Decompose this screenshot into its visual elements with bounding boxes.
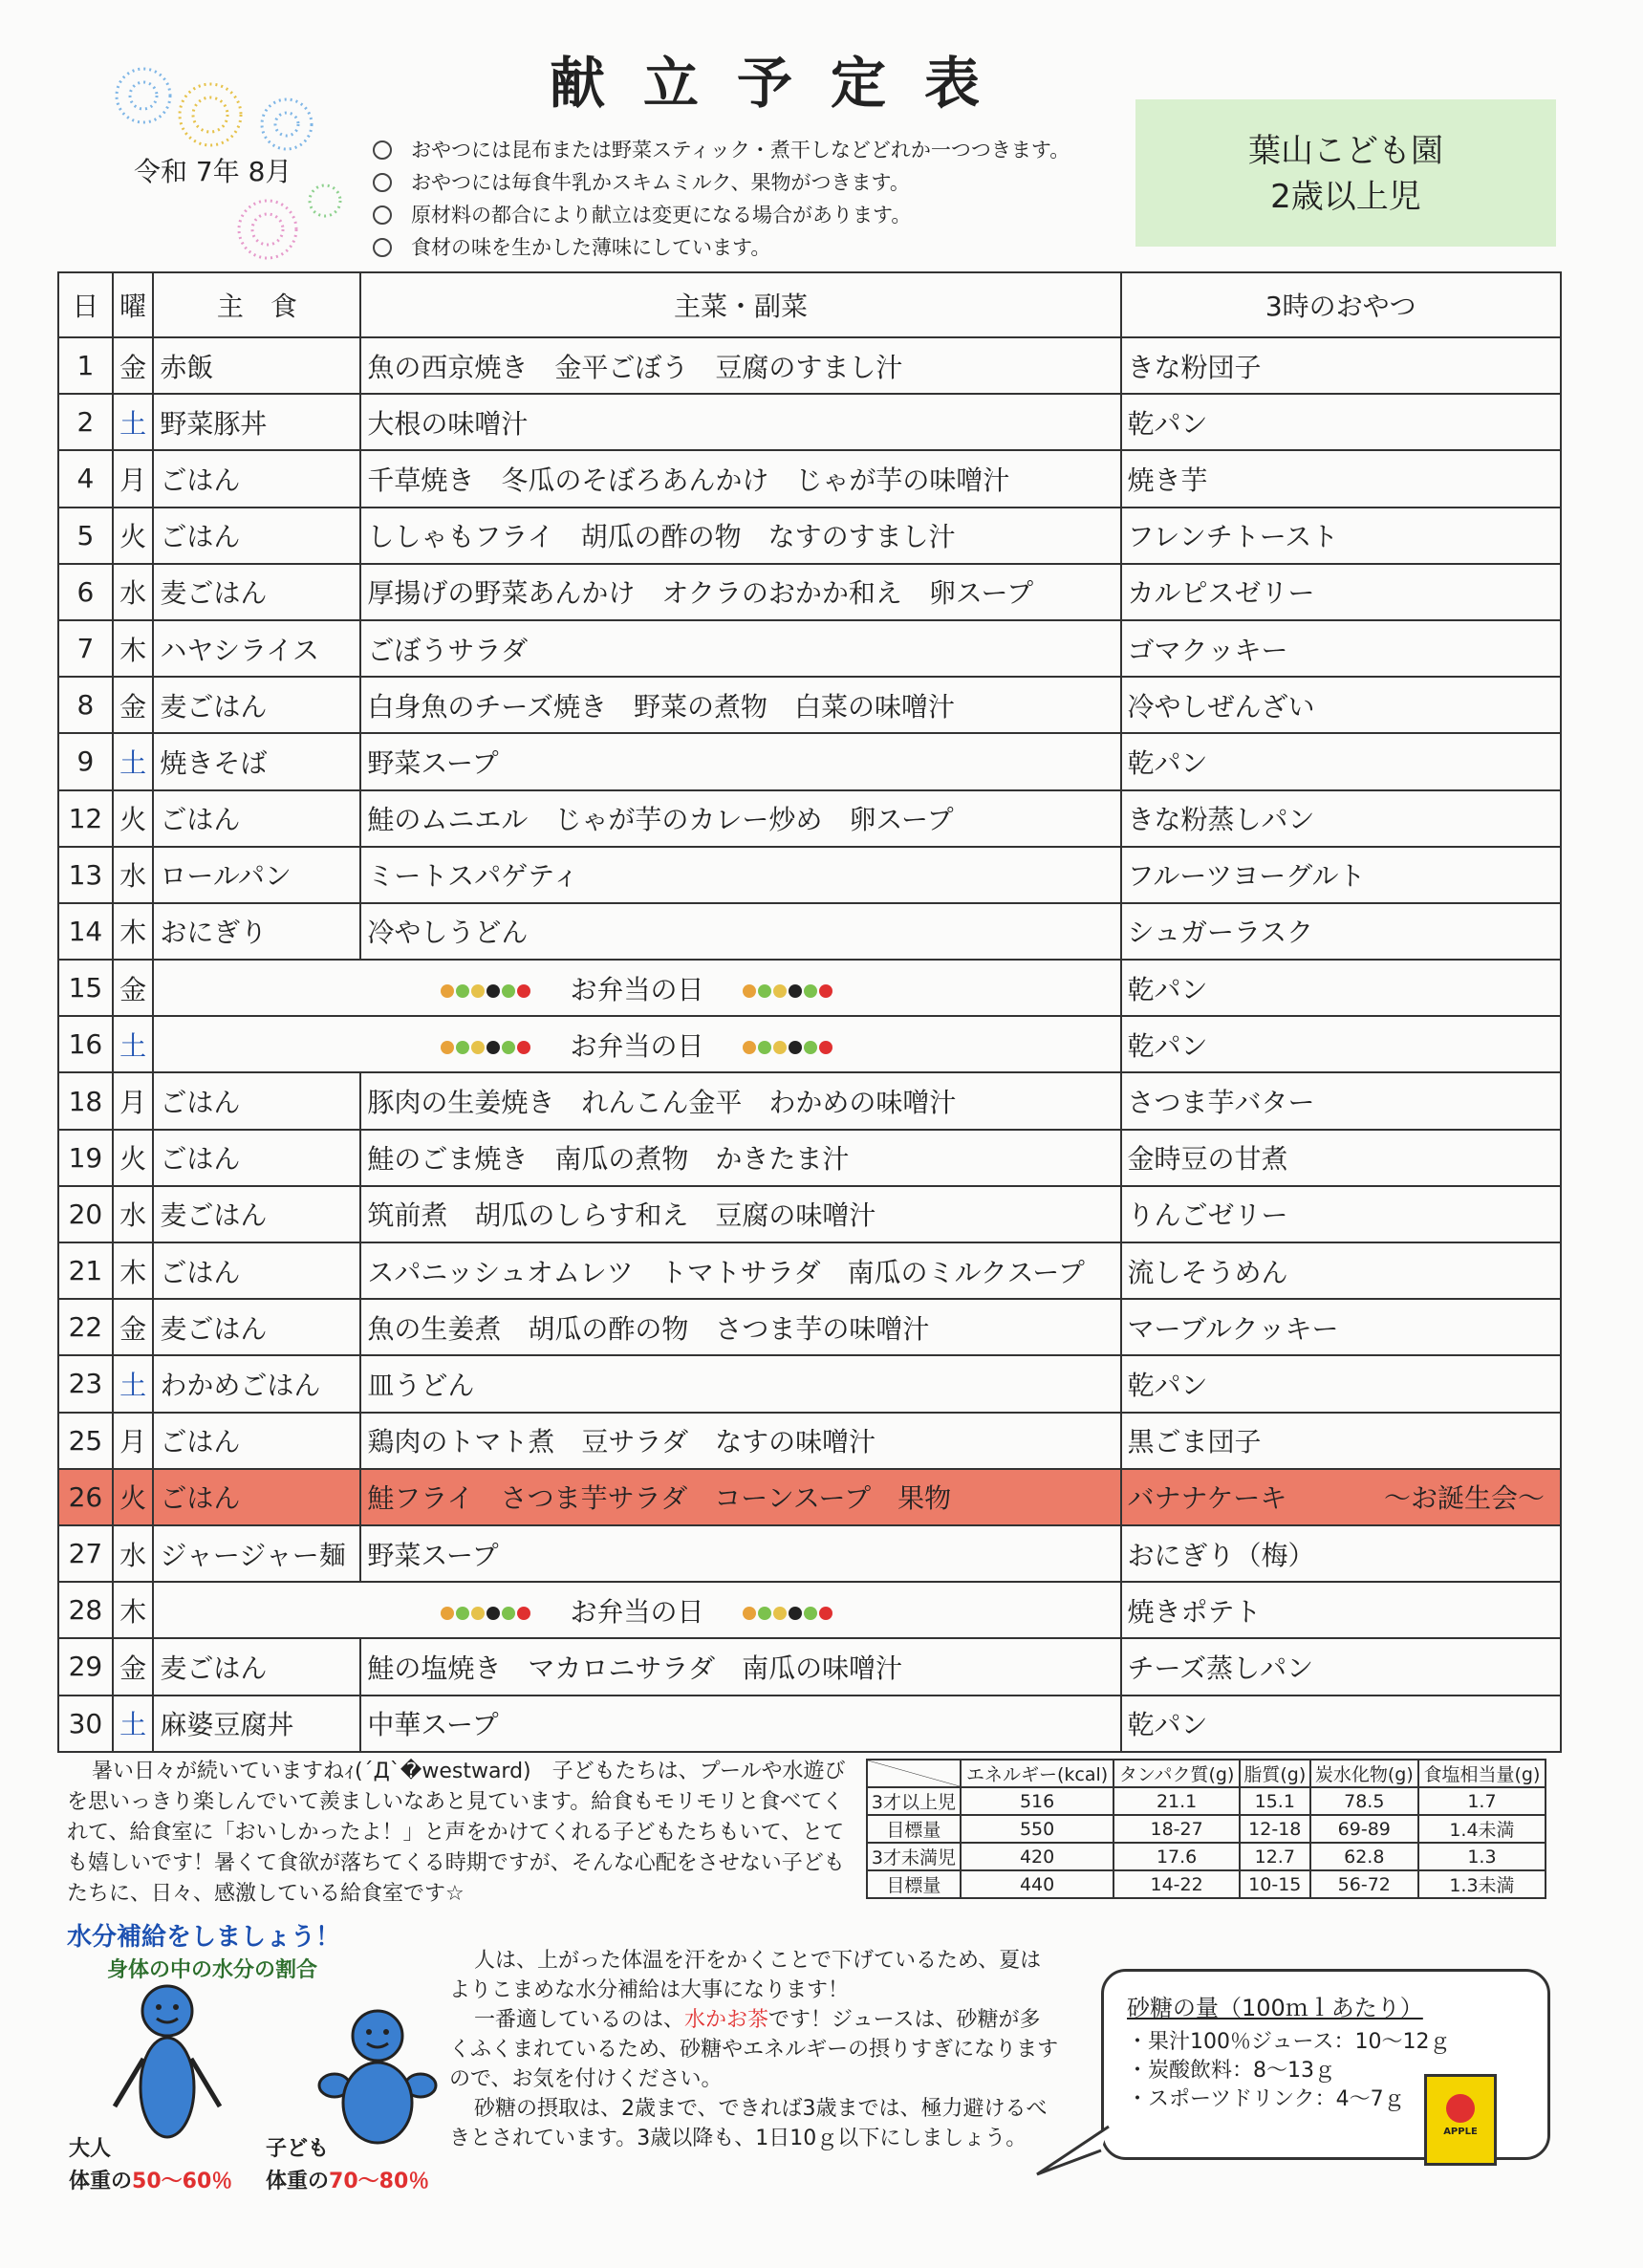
menu-row	[58, 677, 1561, 733]
menu-row	[58, 1696, 1561, 1752]
nutrition-value: 1.4未満	[1418, 1815, 1546, 1843]
bento-day-cell	[153, 1016, 1120, 1072]
nutrition-value: 516	[961, 1787, 1113, 1815]
nutrition-header: 脂質(g)	[1240, 1760, 1310, 1787]
notes-list	[373, 134, 1070, 264]
weekday-cell: 木	[113, 1582, 154, 1638]
sugar-item: ・炭酸飲料：8～13ｇ	[1127, 2059, 1335, 2083]
nutrition-header: 炭水化物(g)	[1310, 1760, 1418, 1787]
nutrition-value: 18-27	[1113, 1815, 1240, 1843]
hydration-paragraph: 人は、上がった体温を汗をかくことで下げているため、夏はよりこまめな水分補給は大事になります！ 一番適しているのは、水かお茶です！ジュースは、砂糖が多くふくまれているため、砂糖やエネルギーの摂りすぎになりますので、お気を付けください。 砂糖の摂取は、2歳まで、できれば3歳までは、極力避けるべきとされています。3歳以降も、1日10ｇ以下にしましょう。	[449, 1949, 1059, 2150]
staple-cell: ごはん	[153, 1469, 360, 1525]
day-cell: 22	[58, 1299, 113, 1355]
weekday-cell: 火	[113, 1469, 154, 1525]
weekday-cell: 月	[113, 1072, 154, 1129]
weekday-cell: 金	[113, 1638, 154, 1695]
weekday-cell: 木	[113, 620, 154, 677]
intro-text: 暑い日々が続いていますねｨ(´Д`�westward) 子どもたちは、プールや水遊びを思いっきり楽しんでいて羨ましいなあと見ています。給食もモリモリと食べてくれて、給食室に「おいしかったよ！」と声をかけてくれる子どもたちもいて、とても嬉しいです！暑くて食欲が落ちてくる時期ですが、そんな心配をさせない子どもたちに、日々、感激している給食室です☆	[67, 1760, 846, 1906]
nutrition-value: 78.5	[1310, 1787, 1418, 1815]
bento-day-cell	[153, 960, 1120, 1016]
nutrition-row	[867, 1787, 1546, 1815]
nutrition-row-label: 3才未満児	[867, 1843, 961, 1870]
header-day: 日	[58, 272, 113, 337]
bento-food-icon	[742, 1596, 833, 1628]
nutrition-value: 550	[961, 1815, 1113, 1843]
menu-body	[58, 337, 1561, 1752]
nutrition-value: 56-72	[1310, 1870, 1418, 1898]
staple-cell: 麦ごはん	[153, 564, 360, 620]
weekday-cell: 土	[113, 1696, 154, 1752]
day-cell: 9	[58, 733, 113, 789]
snack-cell: 乾パン	[1121, 1696, 1561, 1752]
sugar-item: ・果汁100％ジュース：10～12ｇ	[1127, 2030, 1451, 2054]
staple-cell: 麦ごはん	[153, 677, 360, 733]
day-cell: 7	[58, 620, 113, 677]
snack-cell: 黒ごま団子	[1121, 1413, 1561, 1469]
staple-cell: ごはん	[153, 790, 360, 847]
side-dish-cell: ミートスパゲティ	[360, 847, 1120, 903]
weekday-cell: 水	[113, 564, 154, 620]
nutrition-value: 10-15	[1240, 1870, 1310, 1898]
weekday-cell: 金	[113, 337, 154, 394]
menu-row	[58, 337, 1561, 394]
snack-cell: 乾パン	[1121, 1016, 1561, 1072]
snack-cell: シュガーラスク	[1121, 903, 1561, 960]
day-cell: 6	[58, 564, 113, 620]
bento-food-icon	[440, 974, 531, 1005]
bento-food-icon	[742, 1030, 833, 1062]
menu-row	[58, 1469, 1561, 1525]
menu-row	[58, 450, 1561, 507]
menu-row	[58, 1072, 1561, 1129]
sugar-title: 砂糖の量（100ｍｌあたり）	[1127, 1995, 1423, 2021]
nutrition-value: 1.3	[1418, 1843, 1546, 1870]
nutrition-row-label: 3才以上児	[867, 1787, 961, 1815]
header-weekday: 曜	[113, 272, 154, 337]
day-cell: 15	[58, 960, 113, 1016]
nutrition-value: 15.1	[1240, 1787, 1310, 1815]
menu-row	[58, 620, 1561, 677]
speech-tail-icon	[1032, 2122, 1118, 2179]
day-cell: 20	[58, 1186, 113, 1242]
nutrition-header: タンパク質(g)	[1113, 1760, 1240, 1787]
side-dish-cell: 白身魚のチーズ焼き 野菜の煮物 白菜の味噌汁	[360, 677, 1120, 733]
birthday-party-label: ～お誕生会～	[1383, 1482, 1545, 1515]
weekday-cell: 月	[113, 450, 154, 507]
nutrition-body	[867, 1787, 1546, 1898]
snack-cell: おにぎり（梅）	[1121, 1525, 1561, 1582]
day-cell: 27	[58, 1525, 113, 1582]
apple-juice-box-icon: APPLE	[1424, 2074, 1497, 2166]
snack-cell: 冷やしぜんざい	[1121, 677, 1561, 733]
school-name: 葉山こども園	[1248, 132, 1443, 170]
snack-cell: カルピスゼリー	[1121, 564, 1561, 620]
staple-cell: ごはん	[153, 1072, 360, 1129]
menu-row	[58, 564, 1561, 620]
day-cell: 30	[58, 1696, 113, 1752]
menu-month: 令和 7年 8月	[134, 156, 292, 187]
nutrition-value: 21.1	[1113, 1787, 1240, 1815]
nutrition-header: 食塩相当量(g)	[1418, 1760, 1546, 1787]
apple-icon	[1446, 2094, 1475, 2123]
menu-row	[58, 1242, 1561, 1299]
day-cell: 1	[58, 337, 113, 394]
day-cell: 16	[58, 1016, 113, 1072]
side-dish-cell: 鶏肉のトマト煮 豆サラダ なすの味噌汁	[360, 1413, 1120, 1469]
bento-label: お弁当の日	[570, 973, 704, 1005]
nutrition-row-label: 目標量	[867, 1815, 961, 1843]
nutrition-header-row	[867, 1760, 1546, 1787]
day-cell: 8	[58, 677, 113, 733]
nutrition-value: 69-89	[1310, 1815, 1418, 1843]
snack-cell: 焼き芋	[1121, 450, 1561, 507]
snack-cell: 焼きポテト	[1121, 1582, 1561, 1638]
menu-row	[58, 733, 1561, 789]
header-snack: 3時のおやつ	[1121, 272, 1561, 337]
day-cell: 21	[58, 1242, 113, 1299]
menu-header-row	[58, 272, 1561, 337]
snack-cell: 乾パン	[1121, 960, 1561, 1016]
snack-cell: チーズ蒸しパン	[1121, 1638, 1561, 1695]
nutrition-corner	[867, 1760, 961, 1787]
bullet-icon	[373, 173, 392, 192]
staple-cell: 麻婆豆腐丼	[153, 1696, 360, 1752]
side-dish-cell: ししゃもフライ 胡瓜の酢の物 なすのすまし汁	[360, 508, 1120, 564]
staple-cell: 野菜豚丼	[153, 394, 360, 450]
note-item: 食材の味を生かした薄味にしています。	[373, 231, 1070, 264]
staple-cell: おにぎり	[153, 903, 360, 960]
day-cell: 29	[58, 1638, 113, 1695]
menu-row	[58, 1525, 1561, 1582]
bento-label: お弁当の日	[570, 1595, 704, 1628]
snack-cell: さつま芋バター	[1121, 1072, 1561, 1129]
weekday-cell: 土	[113, 1016, 154, 1072]
menu-row	[58, 394, 1561, 450]
day-cell: 4	[58, 450, 113, 507]
side-dish-cell: 厚揚げの野菜あんかけ オクラのおかか和え 卵スープ	[360, 564, 1120, 620]
weekday-cell: 火	[113, 1130, 154, 1186]
side-dish-cell: 豚肉の生姜焼き れんこん金平 わかめの味噌汁	[360, 1072, 1120, 1129]
bento-food-icon	[440, 1596, 531, 1628]
water-or-tea-highlight: 水かお茶	[684, 2008, 769, 2032]
weekday-cell: 金	[113, 677, 154, 733]
nutrition-value: 440	[961, 1870, 1113, 1898]
side-dish-cell: 冷やしうどん	[360, 903, 1120, 960]
menu-row	[58, 1638, 1561, 1695]
menu-row	[58, 1582, 1561, 1638]
side-dish-cell: 野菜スープ	[360, 1525, 1120, 1582]
side-dish-cell: 大根の味噌汁	[360, 394, 1120, 450]
bento-food-icon	[742, 974, 833, 1005]
side-dish-cell: 皿うどん	[360, 1355, 1120, 1412]
menu-row	[58, 790, 1561, 847]
bento-food-icon	[440, 1030, 531, 1062]
bento-label: お弁当の日	[570, 1029, 704, 1062]
nutrition-value: 62.8	[1310, 1843, 1418, 1870]
menu-row	[58, 847, 1561, 903]
weekday-cell: 金	[113, 960, 154, 1016]
staple-cell: ごはん	[153, 1130, 360, 1186]
snack-cell: 乾パン	[1121, 733, 1561, 789]
bento-day-cell	[153, 1582, 1120, 1638]
nutrition-value: 17.6	[1113, 1843, 1240, 1870]
menu-row	[58, 903, 1561, 960]
staple-cell: 焼きそば	[153, 733, 360, 789]
menu-row	[58, 960, 1561, 1016]
side-dish-cell: 千草焼き 冬瓜のそぼろあんかけ じゃが芋の味噌汁	[360, 450, 1120, 507]
weekday-cell: 火	[113, 508, 154, 564]
staple-cell: ごはん	[153, 450, 360, 507]
water-heading: 水分補給をしましょう！	[67, 1923, 341, 1952]
weekday-cell: 土	[113, 1355, 154, 1412]
side-dish-cell: 筑前煮 胡瓜のしらす和え 豆腐の味噌汁	[360, 1186, 1120, 1242]
nutrition-value: 14-22	[1113, 1870, 1240, 1898]
nutrition-value: 420	[961, 1843, 1113, 1870]
day-cell: 18	[58, 1072, 113, 1129]
sugar-item: ・スポーツドリンク：4～7ｇ	[1127, 2087, 1405, 2111]
nutrition-row-label: 目標量	[867, 1870, 961, 1898]
menu-row	[58, 1299, 1561, 1355]
day-cell: 12	[58, 790, 113, 847]
side-dish-cell: 鮭フライ さつま芋サラダ コーンスープ 果物	[360, 1469, 1120, 1525]
nutrition-table	[866, 1759, 1546, 1899]
snack-cell: マーブルクッキー	[1121, 1299, 1561, 1355]
snack-cell: バナナケーキ ～お誕生会～	[1121, 1469, 1561, 1525]
adult-label: 大人 体重の50～60％	[69, 2137, 233, 2193]
day-cell: 19	[58, 1130, 113, 1186]
staple-cell: ロールパン	[153, 847, 360, 903]
day-cell: 28	[58, 1582, 113, 1638]
nutrition-value: 1.3未満	[1418, 1870, 1546, 1898]
child-figure-icon	[315, 2007, 440, 2150]
note-item: おやつには毎食牛乳かスキムミルク、果物がつきます。	[373, 166, 1070, 199]
menu-row	[58, 1186, 1561, 1242]
child-label: 子ども 体重の70～80％	[266, 2137, 430, 2193]
snack-cell: きな粉団子	[1121, 337, 1561, 394]
weekday-cell: 火	[113, 790, 154, 847]
weekday-cell: 月	[113, 1413, 154, 1469]
side-dish-cell: ごぼうサラダ	[360, 620, 1120, 677]
side-dish-cell: スパニッシュオムレツ トマトサラダ 南瓜のミルクスープ	[360, 1242, 1120, 1299]
age-group: 2歳以上児	[1270, 178, 1421, 216]
note-item: 原材料の都合により献立は変更になる場合があります。	[373, 199, 1070, 231]
nutrition-header: エネルギー(kcal)	[961, 1760, 1113, 1787]
staple-cell: ジャージャー麺	[153, 1525, 360, 1582]
staple-cell: ごはん	[153, 1413, 360, 1469]
staple-cell: 麦ごはん	[153, 1186, 360, 1242]
day-cell: 2	[58, 394, 113, 450]
menu-row	[58, 1016, 1561, 1072]
menu-row	[58, 1130, 1561, 1186]
weekday-cell: 土	[113, 733, 154, 789]
nutrition-value: 12-18	[1240, 1815, 1310, 1843]
nutrition-value: 1.7	[1418, 1787, 1546, 1815]
weekday-cell: 土	[113, 394, 154, 450]
bullet-icon	[373, 205, 392, 225]
day-cell: 26	[58, 1469, 113, 1525]
snack-cell: 乾パン	[1121, 1355, 1561, 1412]
nutrition-value: 12.7	[1240, 1843, 1310, 1870]
snack-cell: きな粉蒸しパン	[1121, 790, 1561, 847]
staple-cell: 麦ごはん	[153, 1299, 360, 1355]
snack-cell: フレンチトースト	[1121, 508, 1561, 564]
weekday-cell: 金	[113, 1299, 154, 1355]
weekday-cell: 木	[113, 903, 154, 960]
side-dish-cell: 鮭のムニエル じゃが芋のカレー炒め 卵スープ	[360, 790, 1120, 847]
nutrition-row	[867, 1815, 1546, 1843]
snack-cell: フルーツヨーグルト	[1121, 847, 1561, 903]
side-dish-cell: 魚の生姜煮 胡瓜の酢の物 さつま芋の味噌汁	[360, 1299, 1120, 1355]
side-dish-cell: 鮭のごま焼き 南瓜の煮物 かきたま汁	[360, 1130, 1120, 1186]
day-cell: 5	[58, 508, 113, 564]
header-side: 主菜・副菜	[360, 272, 1120, 337]
snack-cell: 金時豆の甘煮	[1121, 1130, 1561, 1186]
staple-cell: ごはん	[153, 508, 360, 564]
side-dish-cell: 野菜スープ	[360, 733, 1120, 789]
menu-row	[58, 508, 1561, 564]
side-dish-cell: 鮭の塩焼き マカロニサラダ 南瓜の味噌汁	[360, 1638, 1120, 1695]
side-dish-cell: 魚の西京焼き 金平ごぼう 豆腐のすまし汁	[360, 337, 1120, 394]
day-cell: 13	[58, 847, 113, 903]
staple-cell: 赤飯	[153, 337, 360, 394]
weekday-cell: 木	[113, 1242, 154, 1299]
weekday-cell: 水	[113, 1186, 154, 1242]
page-title: 献立予定表	[549, 51, 1018, 116]
day-cell: 14	[58, 903, 113, 960]
adult-percent: 50～60％	[132, 2170, 233, 2193]
menu-row	[58, 1413, 1561, 1469]
staple-cell: わかめごはん	[153, 1355, 360, 1412]
side-dish-cell: 中華スープ	[360, 1696, 1120, 1752]
bullet-icon	[373, 238, 392, 257]
staple-cell: ごはん	[153, 1242, 360, 1299]
nutrition-row	[867, 1843, 1546, 1870]
header-staple: 主 食	[153, 272, 360, 337]
weekday-cell: 水	[113, 1525, 154, 1582]
bullet-icon	[373, 140, 392, 160]
child-percent: 70～80％	[329, 2170, 430, 2193]
staple-cell: 麦ごはん	[153, 1638, 360, 1695]
nutrition-row	[867, 1870, 1546, 1898]
note-item: おやつには昆布または野菜スティック・煮干しなどどれか一つつきます。	[373, 134, 1070, 166]
weekday-cell: 水	[113, 847, 154, 903]
menu-table	[57, 271, 1562, 1753]
day-cell: 25	[58, 1413, 113, 1469]
water-subheading: 身体の中の水分の割合	[107, 1958, 318, 1982]
snack-cell: 乾パン	[1121, 394, 1561, 450]
school-box	[1135, 99, 1556, 247]
snack-cell: りんごゼリー	[1121, 1186, 1561, 1242]
snack-cell: ゴマクッキー	[1121, 620, 1561, 677]
menu-row	[58, 1355, 1561, 1412]
snack-cell: 流しそうめん	[1121, 1242, 1561, 1299]
staple-cell: ハヤシライス	[153, 620, 360, 677]
day-cell: 23	[58, 1355, 113, 1412]
